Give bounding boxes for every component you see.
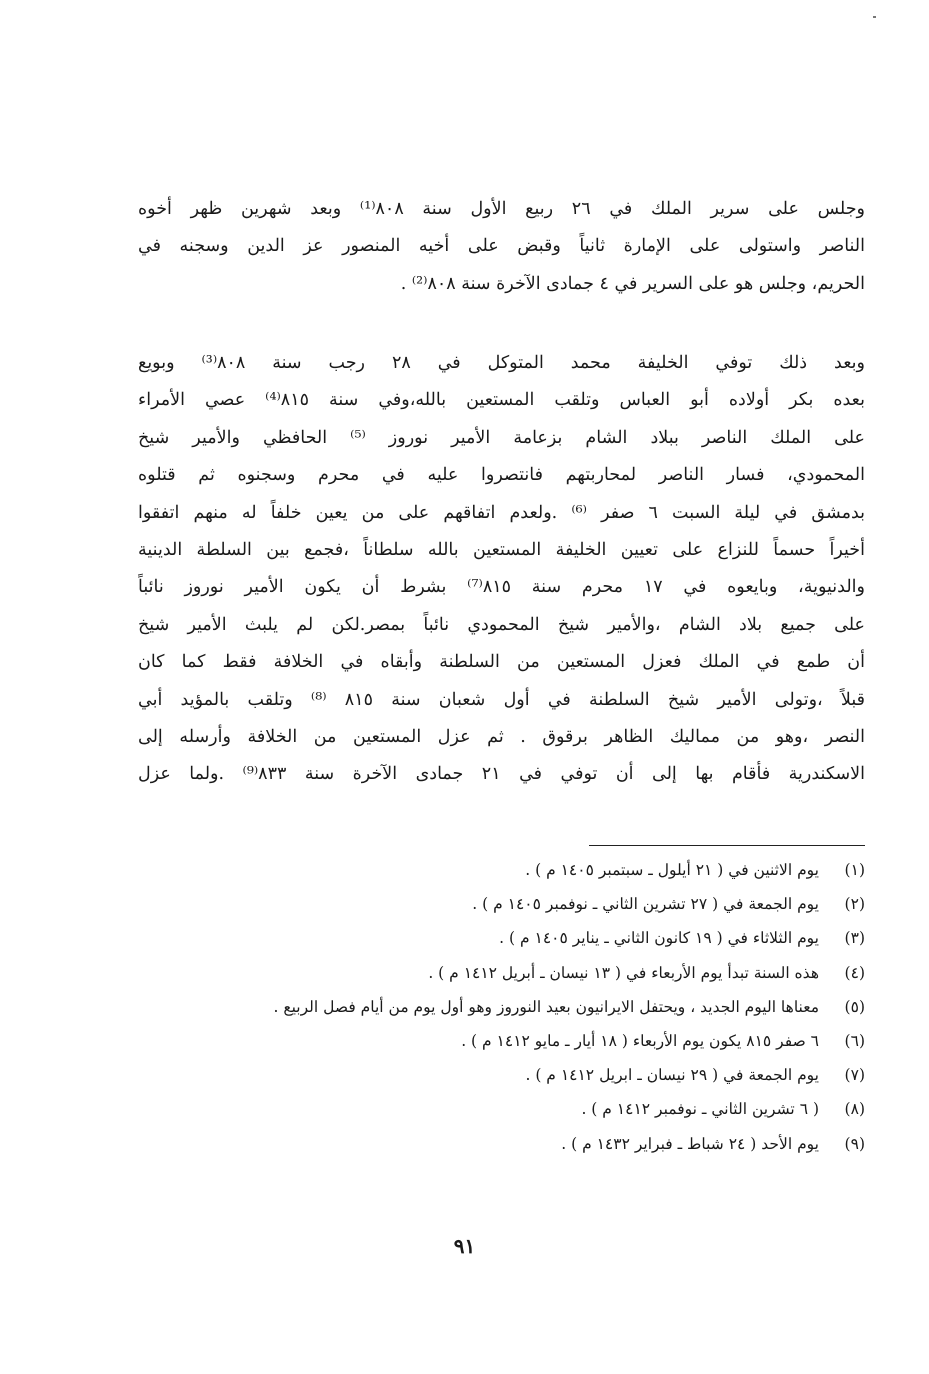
footnote xyxy=(140,960,865,986)
footnote-text: ٦ صفر ٨١٥ يكون يوم الأربعاء ( ١٨ أيار ـ مايو ١٤١٢ م ) . xyxy=(461,1031,819,1050)
footnote xyxy=(140,857,865,883)
footnote xyxy=(140,925,865,951)
footnote-number: (٨) xyxy=(844,1100,865,1119)
page-number: ٩١ xyxy=(453,1234,476,1258)
footnotes xyxy=(140,857,865,1165)
footnote-number: (٦) xyxy=(844,1031,865,1050)
text-line: أخيراً حسماً للنزاع على تعيين الخليفة المستعين بالله سلطاناً ،فجمع بين السلطة الدينية xyxy=(138,539,865,560)
footnote-number: (٩) xyxy=(844,1134,865,1153)
text-line: الحريم، وجلس هو على السرير في ٤ جمادى الآخرة سنة ٨٠٨⁽²⁾ . xyxy=(400,273,865,294)
scan-speck xyxy=(873,16,876,18)
footnote-text: يوم الأحد ( ٢٤ شباط ـ فبراير ١٤٣٢ م ) . xyxy=(561,1134,819,1153)
text-line: على الملك الناصر ببلاد الشام بزعامة الأمير نوروز ⁽⁵⁾ الحافظي والأمير شيخ xyxy=(138,427,865,448)
footnote-text: معناها اليوم الجديد ، ويحتفل الايرانيون بعيد النوروز وهو أول يوم من أيام فصل الربيع . xyxy=(273,997,819,1016)
footnote xyxy=(140,1028,865,1054)
text-line: النصر ،وهو من مماليك الظاهر برقوق . ثم عزل المستعين من الخلافة وأرسله إلى xyxy=(138,726,865,747)
text-line: والدنيوية، وبايعوه في ١٧ محرم سنة ٨١٥⁽⁷⁾ بشرط أن يكون الأمير نوروز نائباً xyxy=(138,577,865,598)
footnote xyxy=(140,891,865,917)
footnote-separator xyxy=(589,845,865,846)
text-line: وجلس على سرير الملك في ٢٦ ربيع الأول سنة ٨٠٨⁽¹⁾ وبعد شهرين ظهر أخوه xyxy=(138,199,865,219)
text-line: قبلاً ،وتولى الأمير شيخ السلطنة في أول شعبان سنة ٨١٥ ⁽⁸⁾ وتلقب بالمؤيد أبي xyxy=(138,689,865,710)
footnote-text: يوم الجمعة في ( ٢٩ نيسان ـ ابريل ١٤١٢ م ) . xyxy=(525,1066,819,1085)
footnote-number: (٢) xyxy=(844,895,865,914)
paragraph-1 xyxy=(138,191,865,303)
footnote xyxy=(140,1062,865,1088)
footnote-number: (٤) xyxy=(844,963,865,982)
footnote-number: (٧) xyxy=(844,1066,865,1085)
text-line: على جميع بلاد الشام ،والأمير شيخ المحمودي نائباً بمصر.لكن لم يلبث الأمير شيخ xyxy=(138,614,865,635)
paragraph-2 xyxy=(138,345,865,794)
text-line: أن طمع في الملك فعزل المستعين من السلطنة وأبقاه في الخلافة فقط كما كان xyxy=(138,652,865,673)
text-line: بعده بكر أولاده أبو العباس وتلقب المستعين بالله،وفي سنة ٨١٥⁽⁴⁾ عصي الأمراء xyxy=(138,390,865,411)
footnote-text: هذه السنة تبدأ يوم الأربعاء في ( ١٣ نيسان ـ أبريل ١٤١٢ م ) . xyxy=(428,963,819,982)
text-line: المحمودي، فسار الناصر لمحاربتهم فانتصروا عليه في محرم وسجنوه ثم قتلوه xyxy=(138,465,865,486)
text-line: الناصر واستولى على الإمارة ثانياً وقبض على أخيه المنصور عز الدين وسجنه في xyxy=(138,236,865,257)
text-line: وبعد ذلك توفي الخليفة محمد المتوكل في ٢٨ رجب سنة ٨٠٨⁽³⁾ وبويع xyxy=(138,353,865,373)
footnote-text: يوم الجمعة في ( ٢٧ تشرين الثاني ـ نوفمبر ١٤٠٥ م ) . xyxy=(472,895,819,914)
footnote-number: (٥) xyxy=(844,997,865,1016)
footnote-number: (١) xyxy=(844,861,865,879)
footnote xyxy=(140,1096,865,1122)
text-line: الاسكندرية فأقام بها إلى أن توفي في ٢١ جمادى الآخرة سنة ٨٣٣⁽⁹⁾ .ولما عزل xyxy=(138,764,865,785)
footnote-text: يوم الاثنين في ( ٢١ أيلول ـ سبتمبر ١٤٠٥ م ) . xyxy=(525,861,819,879)
footnote-text: ( ٦ تشرين الثاني ـ نوفمبر ١٤١٢ م ) . xyxy=(581,1100,819,1119)
footnote xyxy=(140,994,865,1020)
footnote xyxy=(140,1131,865,1157)
footnote-number: (٣) xyxy=(844,929,865,948)
text-line: بدمشق في ليلة السبت ٦ صفر ⁽⁶⁾ .ولعدم اتفاقهم على من يعين خلفاً له منهم اتفقوا xyxy=(138,502,865,523)
footnote-text: يوم الثلاثاء في ( ١٩ كانون الثاني ـ يناير ١٤٠٥ م ) . xyxy=(499,929,819,948)
